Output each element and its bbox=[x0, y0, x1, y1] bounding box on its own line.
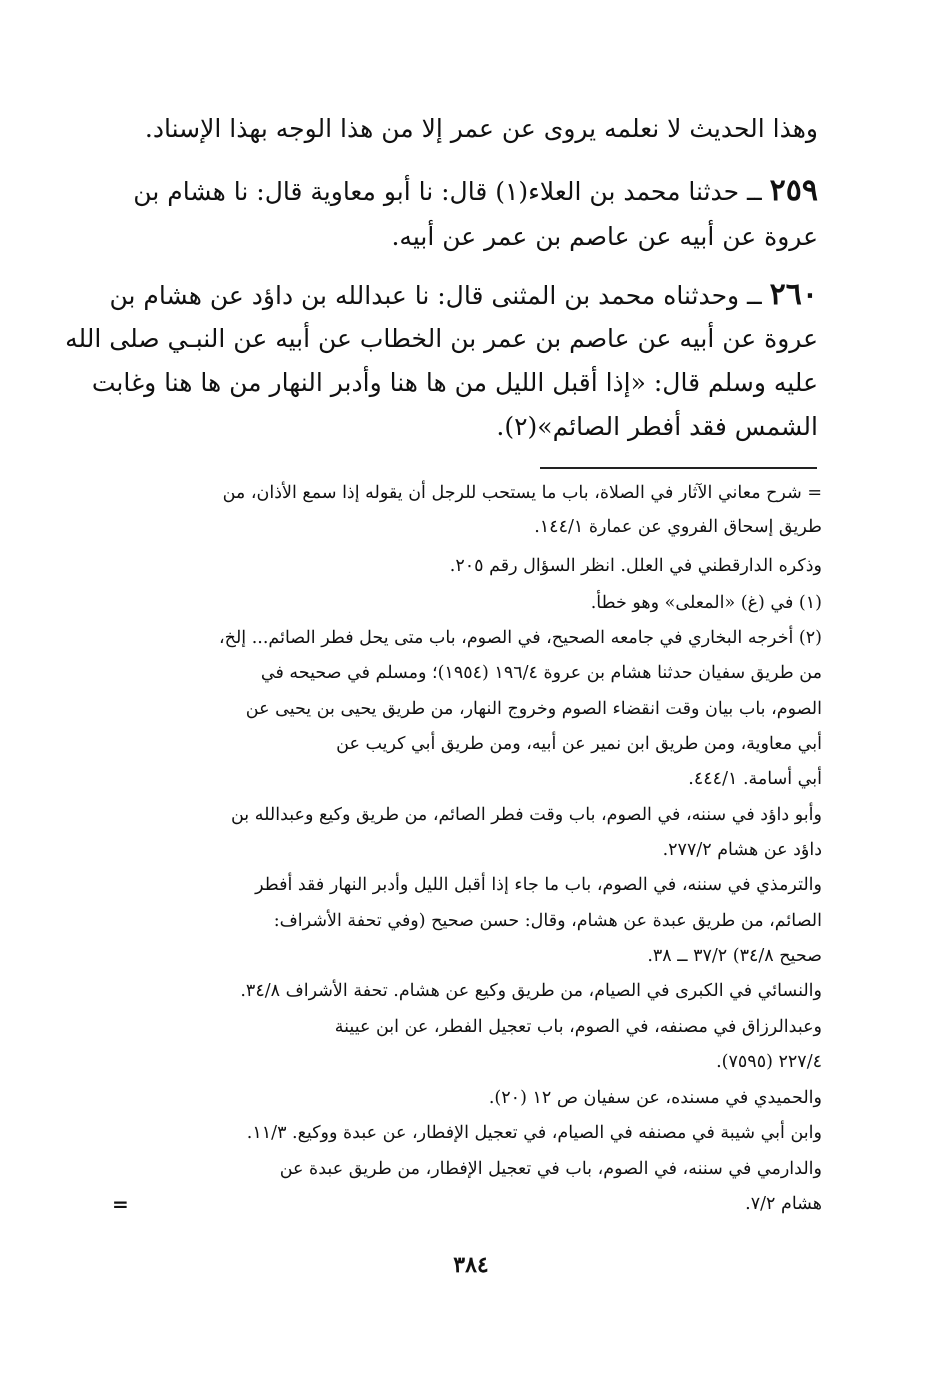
footnote-2: (٢) أخرجه البخاري في جامعه الصحيح، في الصوم، باب متى يحل فطر الصائم... إلخ، bbox=[219, 628, 822, 648]
hadith-260-line-2: عروة عن أبيه عن عاصم بن عمر بن الخطاب عن أبيه عن النبـي صلى الله bbox=[65, 324, 818, 353]
intro-line: وهذا الحديث لا نعلمه يروى عن عمر إلا من هذا الوجه بهذا الإسناد. bbox=[144, 114, 818, 143]
page-number: ٣٨٤ bbox=[453, 1252, 489, 1278]
footnote-line: الصائم، من طريق عبدة عن هشام، وقال: حسن صحيح (وفي تحفة الأشراف: bbox=[273, 911, 822, 931]
hadith-260-line-4: الشمس فقد أفطر الصائم»(٢). bbox=[496, 412, 818, 441]
footnote-line: أبي أسامة. ٤٤٤/١. bbox=[688, 769, 822, 789]
footnote-line: شرح معاني الآثار في الصلاة، باب ما يستحب للرجل أن يقوله إذا سمع الأذان، من bbox=[222, 483, 802, 503]
footnote-1: (١) في (غ) «المعلى» وهو خطأ. bbox=[590, 593, 822, 613]
footnote-line: صحيح ٣٤/٨) ٣٧/٢ ــ ٣٨. bbox=[647, 946, 822, 966]
hadith-259-line-1 bbox=[112, 172, 818, 211]
hadith-260-text-1: ــ وحدثناه محمد بن المثنى قال: نا عبدالله بن داؤد عن هشام بن bbox=[109, 281, 762, 310]
footnote-line: وابن أبي شيبة في مصنفه في الصيام، في تعجيل الإفطار، عن عبدة ووكيع. ١١/٣. bbox=[246, 1123, 822, 1143]
hadith-259-number: ٢٥٩ bbox=[769, 173, 818, 208]
footnote-line: داؤد عن هشام ٢٧٧/٢. bbox=[662, 840, 822, 860]
footnote-line: والدارمي في سننه، في الصوم، باب في تعجيل الإفطار، من طريق عبدة عن bbox=[279, 1159, 822, 1179]
footnote-line: والنسائي في الكبرى في الصيام، من طريق وكيع عن هشام. تحفة الأشراف ٣٤/٨. bbox=[240, 981, 822, 1001]
footnote-separator bbox=[540, 467, 817, 469]
footnote-line: والترمذي في سننه، في الصوم، باب ما جاء إذا أقبل الليل وأدبر النهار فقد أفطر bbox=[255, 875, 822, 895]
footnote-line: من طريق سفيان حدثنا هشام بن عروة ١٩٦/٤ (١٩٥٤)؛ ومسلم في صحيحه في bbox=[260, 663, 822, 683]
hadith-259-line-2: عروة عن أبيه عن عاصم بن عمر عن أبيه. bbox=[391, 222, 818, 251]
hadith-260-number: ٢٦٠ bbox=[769, 277, 818, 312]
footnote-line: أبي معاوية، ومن طريق ابن نمير عن أبيه، ومن طريق أبي كريب عن bbox=[336, 734, 822, 754]
footnote-line: ٢٢٧/٤ (٧٥٩٥). bbox=[716, 1052, 822, 1072]
footnote-line: طريق إسحاق الفروي عن عمارة ١٤٤/١. bbox=[534, 517, 822, 537]
hadith-260-line-1 bbox=[109, 276, 818, 315]
footnote-cont-line bbox=[110, 478, 822, 508]
footnote-line: وأبو داؤد في سننه، في الصوم، باب وقت فطر الصائم، من طريق وكيع وعبدالله بن bbox=[230, 805, 822, 825]
footnote-cont-mark: = bbox=[807, 483, 822, 503]
footnote-line: والحميدي في مسنده، عن سفيان ص ١٢ (٢٠). bbox=[488, 1088, 822, 1108]
footnote-line: وعبدالرزاق في مصنفه، في الصوم، باب تعجيل الفطر، عن ابن عيينة bbox=[334, 1017, 822, 1037]
footnote-line: وذكره الدارقطني في العلل. انظر السؤال رقم ٢٠٥. bbox=[449, 556, 822, 576]
hadith-260-line-3: عليه وسلم قال: «إذا أقبل الليل من ها هنا وأدبر النهار من ها هنا وغابت bbox=[91, 368, 818, 397]
footnote-end-mark: = bbox=[112, 1192, 129, 1216]
footnote-line: الصوم، باب بيان وقت انقضاء الصوم وخروج النهار، من طريق يحيى بن يحيى عن bbox=[245, 699, 822, 719]
footnote-line: هشام ٧/٢. bbox=[745, 1194, 822, 1214]
hadith-259-text-1: ــ حدثنا محمد بن العلاء(١) قال: نا أبو معاوية قال: نا هشام بن bbox=[133, 177, 762, 206]
